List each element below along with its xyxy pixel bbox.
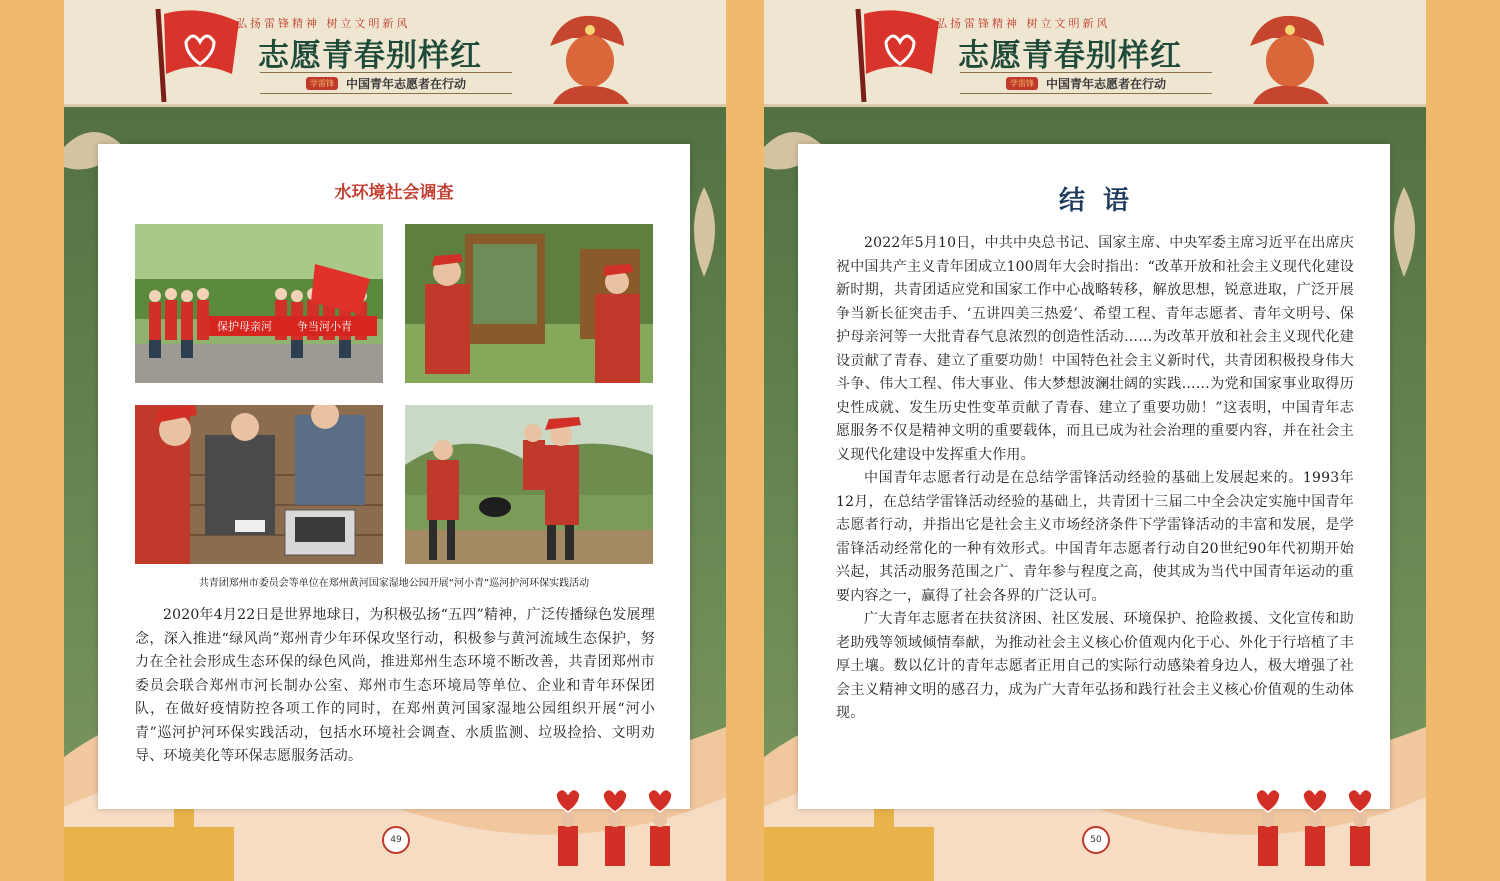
header-subbar xyxy=(960,72,1212,94)
header-subbar xyxy=(260,72,512,94)
header-badge: 学雷锋 xyxy=(1006,77,1038,90)
header-title: 志愿青春别样红 xyxy=(958,38,1182,74)
section-title: 结 语 xyxy=(1058,186,1130,216)
lei-feng-portrait-icon xyxy=(532,6,642,106)
photo-group-banners xyxy=(135,224,383,383)
photo-trash-pickup xyxy=(405,405,653,564)
header-subtitle: 中国青年志愿者在行动 xyxy=(345,76,466,91)
page-header xyxy=(764,0,1426,107)
content-card xyxy=(798,144,1390,809)
photo-caption: 共青团郑州市委员会等单位在郑州黄河国家湿地公园开展“河小青”巡河护河环保实践活动 xyxy=(198,578,590,589)
article-body xyxy=(135,604,655,769)
volunteers-heart-signs-icon xyxy=(1242,786,1382,881)
conclusion-body xyxy=(836,232,1354,726)
lei-feng-portrait-icon xyxy=(1232,6,1342,106)
content-card xyxy=(98,144,690,809)
header-badge: 学雷锋 xyxy=(306,77,338,90)
conclusion-paragraph: 2022年5月10日，中共中央总书记、国家主席、中央军委主席习近平在出席庆祝中国共产主义青年团成立100周年大会时指出：“改革开放和社会主义现代化建设新时期，共青团适应党和国家工作中心战略转移，解放思想，锐意进取，广泛开展争当新长征突击手、‘五讲四美三热爱’、希望工程、青年志愿者、青年文明号、保护母亲河等一大批青春气息浓烈的创造性活动……为改革开放和社会主义现代化建设贡献了青春、建立了重要功勋！中国特色社会主义新时代，共青团积极投身伟大斗争、伟大工程、伟大事业、伟大梦想波澜壮阔的实践……为党和国家事业取得历史性成就、发生历史性变革贡献了青春、建立了重要功勋！”这表明，中国青年志愿服务不仅是精神文明的重要载体，而且已成为社会治理的重要内容，并在社会主义现代化建设中发挥重大作用。 xyxy=(836,235,1354,463)
banner-text-2: 争当河小青 xyxy=(297,320,352,333)
photo-board-inspection xyxy=(405,224,653,383)
left-page xyxy=(64,0,726,881)
article-paragraph: 2020年4月22日是世界地球日，为积极弘扬“五四”精神，广泛传播绿色发展理念，深入推进“绿风尚”郑州青少年环保攻坚行动，积极参与黄河流域生态保护，努力在全社会形成生态环保的绿色风尚，推进郑州生态环境不断改善，共青团郑州市委员会联合郑州市河长制办公室、郑州市生态环境局等单位、企业和青年环保团队，在做好疫情防控各项工作的同时，在郑州黄河国家湿地公园组织开展“河小青”巡河护河环保实践活动，包括水环境社会调查、水质监测、垃圾捡拾、文明劝导、环境美化等环保志愿服务活动。 xyxy=(135,607,655,764)
banner-text-1: 保护母亲河 xyxy=(217,320,272,333)
section-title: 水环境社会调查 xyxy=(334,183,454,203)
conclusion-paragraph: 广大青年志愿者在扶贫济困、社区发展、环境保护、抢险救援、文化宣传和助老助残等领域倾情奉献，为推动社会主义核心价值观内化于心、外化于行培植了丰厚土壤。数以亿计的青年志愿者正用自己的实际行动感染着身边人，极大增强了社会主义精神文明的感召力，成为广大青年弘扬和践行社会主义核心价值观的生动体现。 xyxy=(836,611,1354,721)
conclusion-paragraph: 中国青年志愿者行动是在总结学雷锋活动经验的基础上发展起来的。1993年12月，在总结学雷锋活动经验的基础上，共青团十三届二中全会决定实施中国青年志愿者行动，并指出它是社会主义市场经济条件下学雷锋活动的丰富和发展，是学雷锋活动经常化的一种有效形式。中国青年志愿者行动自20世纪90年代初期开始兴起，其活动服务范围之广、青年参与程度之高，使其成为当代中国青年运动的重要内容之一，赢得了社会各界的广泛认可。 xyxy=(836,470,1354,604)
photo-water-testing xyxy=(135,405,383,564)
page-header xyxy=(64,0,726,107)
page-number: 49 xyxy=(382,826,410,854)
header-subtitle: 中国青年志愿者在行动 xyxy=(1045,76,1166,91)
page-number: 50 xyxy=(1082,826,1110,854)
header-slogan: 弘扬雷锋精神 树立文明新风 xyxy=(236,17,411,30)
volunteers-heart-signs-icon xyxy=(542,786,682,881)
header-slogan: 弘扬雷锋精神 树立文明新风 xyxy=(936,17,1111,30)
right-page xyxy=(764,0,1426,881)
header-title: 志愿青春别样红 xyxy=(258,38,482,74)
